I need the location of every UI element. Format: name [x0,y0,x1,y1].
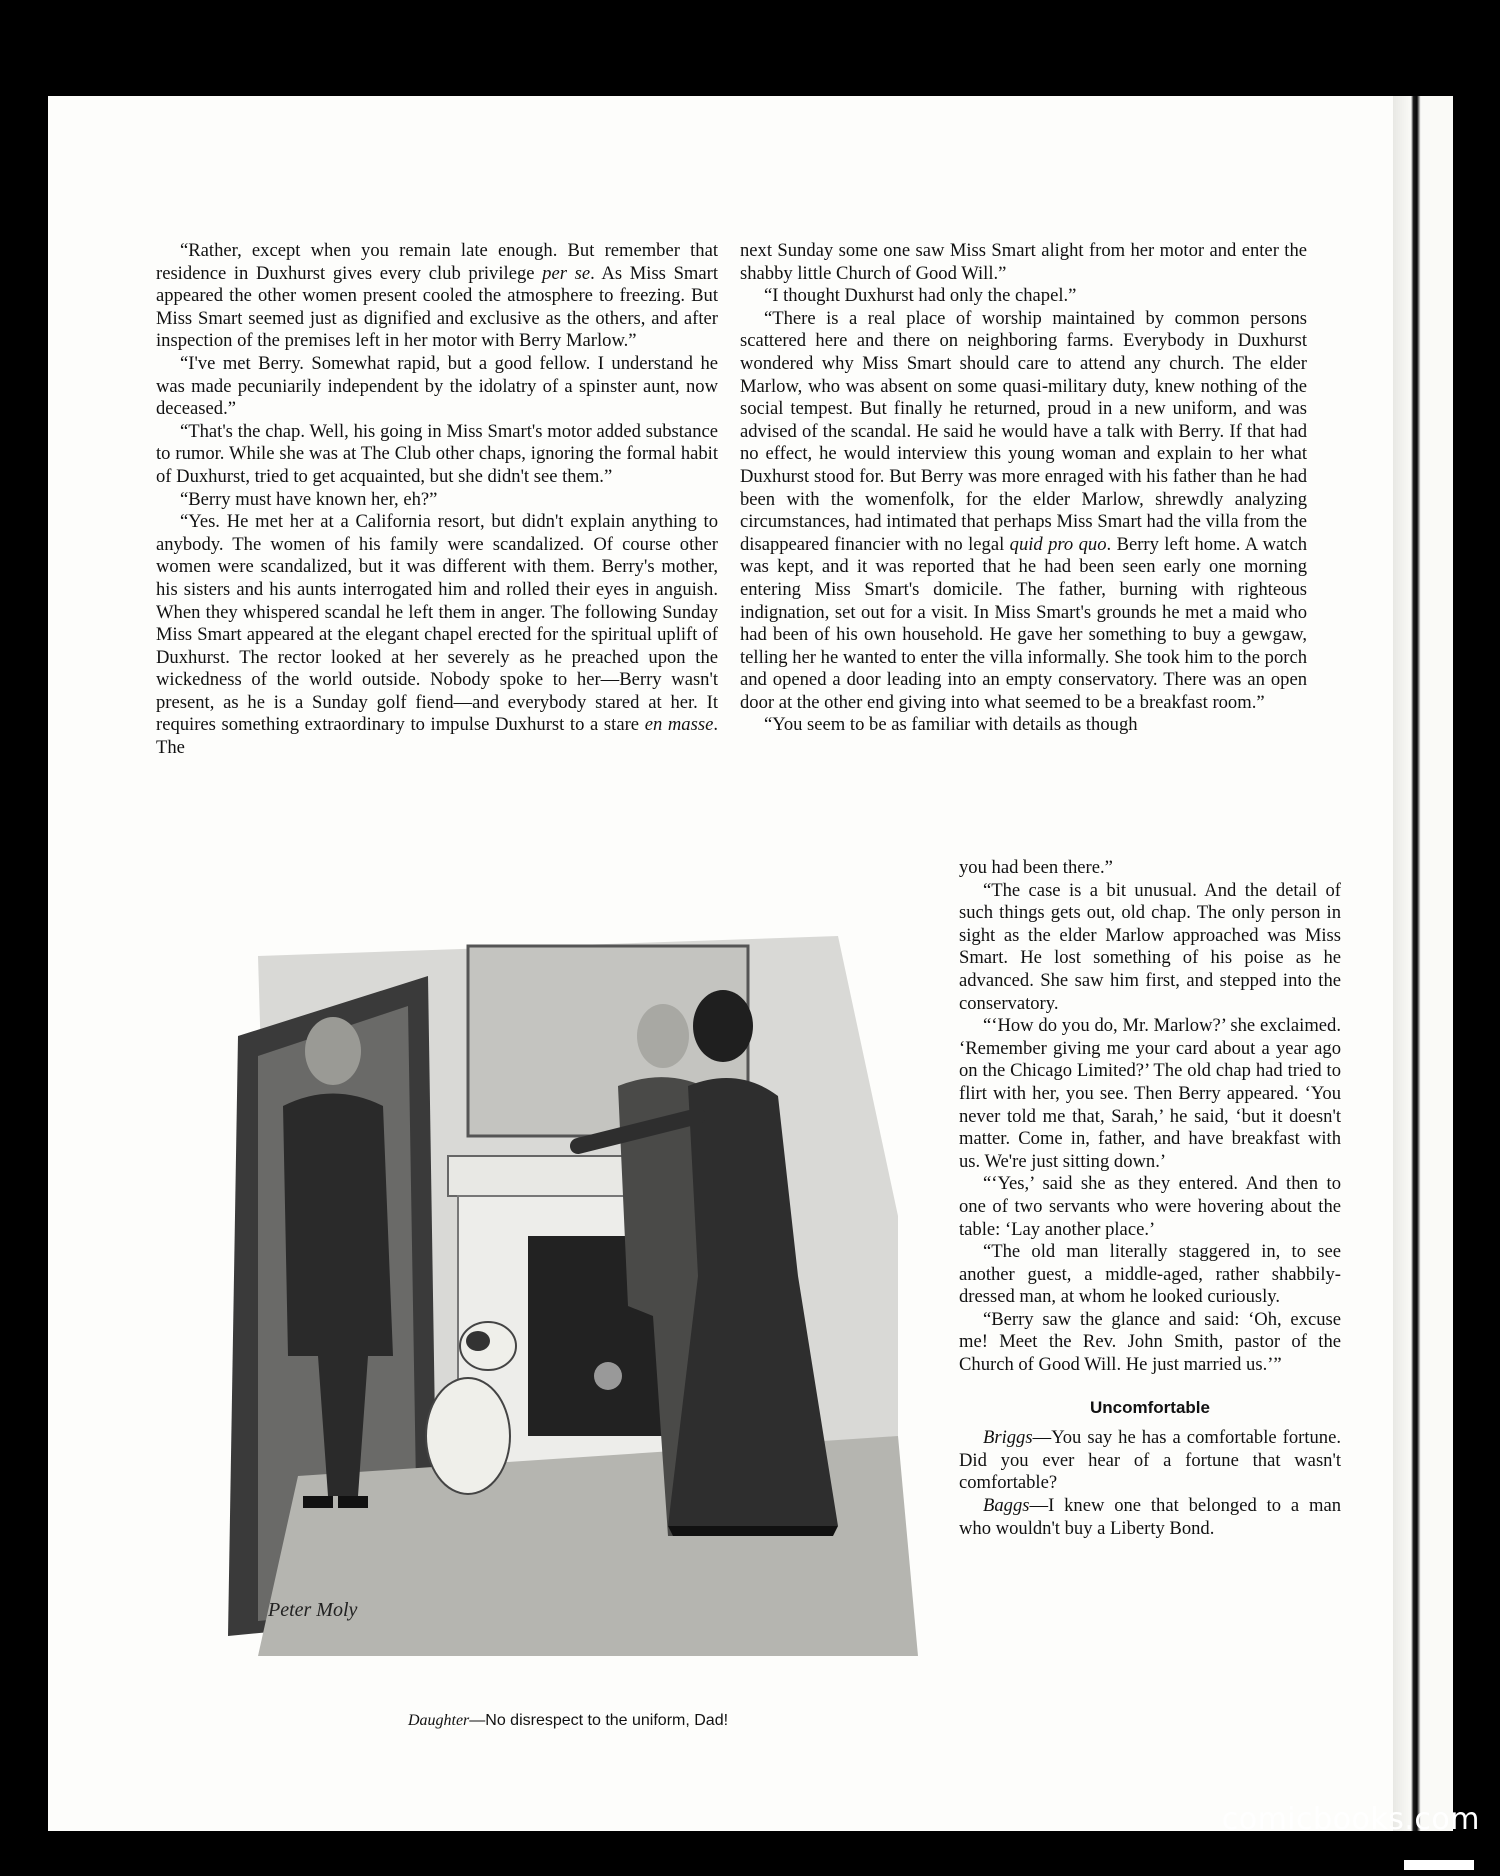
caption-text: —No disrespect to the uniform, Dad! [469,1712,729,1729]
right-narrow-paragraph: you had been there.” [959,857,1113,878]
joke-paragraph: Baggs—I knew one that belonged to a man who wouldn't buy a Liberty Bond. [959,1495,1341,1539]
corner-tag [1404,1860,1474,1870]
story-illustration [198,916,938,1656]
left-column [156,240,718,760]
right-narrow-paragraph: “Berry saw the glance and said: ‘Oh, excuse me! Meet the Rev. John Smith, pastor of the Church of Good Will. He just married us.’” [959,1308,1341,1376]
left-column-paragraph: “Rather, except when you remain late enough. But remember that residence in Duxhurst gives every club privilege per se. As Miss Smart appeared the other women present cooled the atmosphere to freezing. But Miss Smart seemed just as dignified and exclusive as the others, and after inspection of the premises left in her motor with Berry Marlow.” [156,240,718,352]
joke-paragraph: Briggs—You say he has a comfortable fortune. Did you ever hear of a fortune that wasn't comfortable? [959,1427,1341,1494]
right-narrow-paragraph: “‘Yes,’ said she as they entered. And then to one of two servants who were hovering about the table: ‘Lay another place.’ [959,1173,1341,1240]
joke-heading: Uncomfortable [1090,1397,1210,1417]
left-column-paragraph: “Yes. He met her at a California resort, but didn't explain anything to anybody. The women of his family were scandalized. Of course other women were scandalized, but it was different with them. Berry's mother, his sisters and his aunts interrogated him and rolled their eyes in anguish. When they whispered scandal he left them in anger. The following Sunday Miss Smart appeared at the elegant chapel erected for the spiritual uplift of Duxhurst. The rector looked at her severely as he preached upon the wickedness of the world outside. Nobody spoke to her—Berry wasn't present, as he is a Sunday golf fiend—and everybody stared at her. It requires something extraordinary to impulse Duxhurst to a stare en masse. The [156,511,718,759]
right-column [740,240,1307,737]
page-gutter [1393,96,1453,1831]
right-narrow-paragraph: “The old man literally staggered in, to see another guest, a middle-aged, rather shabbily-dressed man, at whom he looked curiously. [959,1241,1341,1308]
right-column-paragraph: “There is a real place of worship maintained by common persons scattered here and there on neighboring farms. Everybody in Duxhurst wondered why Miss Smart should care to attend any church. The elder Marlow, who was absent on some quasi-military duty, knew nothing of the social tempest. But finally he returned, proud in a new uniform, and was advised of the scandal. He said he would have a talk with Berry. If that had no effect, he would interview this young woman and explain to her what Duxhurst stood for. But Berry was more enraged with his father than he had been with the womenfolk, for the elder Marlow, shrewdly analyzing circumstances, had intimated that perhaps Miss Smart had the villa from the disappeared financier with no legal quid pro quo. Berry left home. A watch was kept, and it was reported that he had been seen early one morning entering Miss Smart's domicile. The father, burning with righteous indignation, set out for a visit. In Miss Smart's grounds he met a maid who had been of his own household. He gave her something to buy a gewgaw, telling her he wanted to enter the villa informally. She took him to the porch and opened a door leading into an empty conservatory. There was an open door at the other end giving into what seemed to be a breakfast room.” [740,307,1308,713]
right-narrow-column [959,857,1341,1540]
right-narrow-paragraph: “The case is a bit unusual. And the detail of such things gets out, old chap. The only person in sight as the elder Marlow approached was Miss Smart. He lost something of his poise as he advanced. She saw him first, and stepped into the conservatory. [959,879,1341,1014]
left-column-paragraph: “Berry must have known her, eh?” [180,488,438,510]
left-column-paragraph: “I've met Berry. Somewhat rapid, but a good fellow. I understand he was made pecuniarily independent by the idolatry of a spinster aunt, now deceased.” [156,352,718,420]
right-column-paragraph: “I thought Duxhurst had only the chapel.” [764,285,1077,307]
magazine-page [48,96,1453,1831]
caption-speaker: Daughter [407,1712,470,1729]
right-column-paragraph: next Sunday some one saw Miss Smart alight from her motor and enter the shabby little Church of Good Will.” [740,240,1307,284]
right-narrow-paragraph: “‘How do you do, Mr. Marlow?’ she exclaimed. ‘Remember giving me your card about a year ago on the Chicago Limited?’ The old chap had tried to flirt with her, you see. Then Berry appeared. ‘You never told me that, Sarah,’ he said, ‘but it doesn't matter. Come in, father, and have breakfast with us. We're just sitting down.’ [959,1015,1341,1172]
site-watermark: comicbooks.com [1221,1802,1480,1837]
left-column-paragraph: “That's the chap. Well, his going in Miss Smart's motor added substance to rumor. While she was at The Club other chaps, ignoring the formal habit of Duxhurst, tried to get acquainted, but she didn't see them.” [156,420,718,487]
illustration-caption [198,1712,938,1730]
artist-signature: Peter Moly [268,1599,358,1621]
right-column-paragraph: “You seem to be as familiar with details as though [764,714,1138,736]
